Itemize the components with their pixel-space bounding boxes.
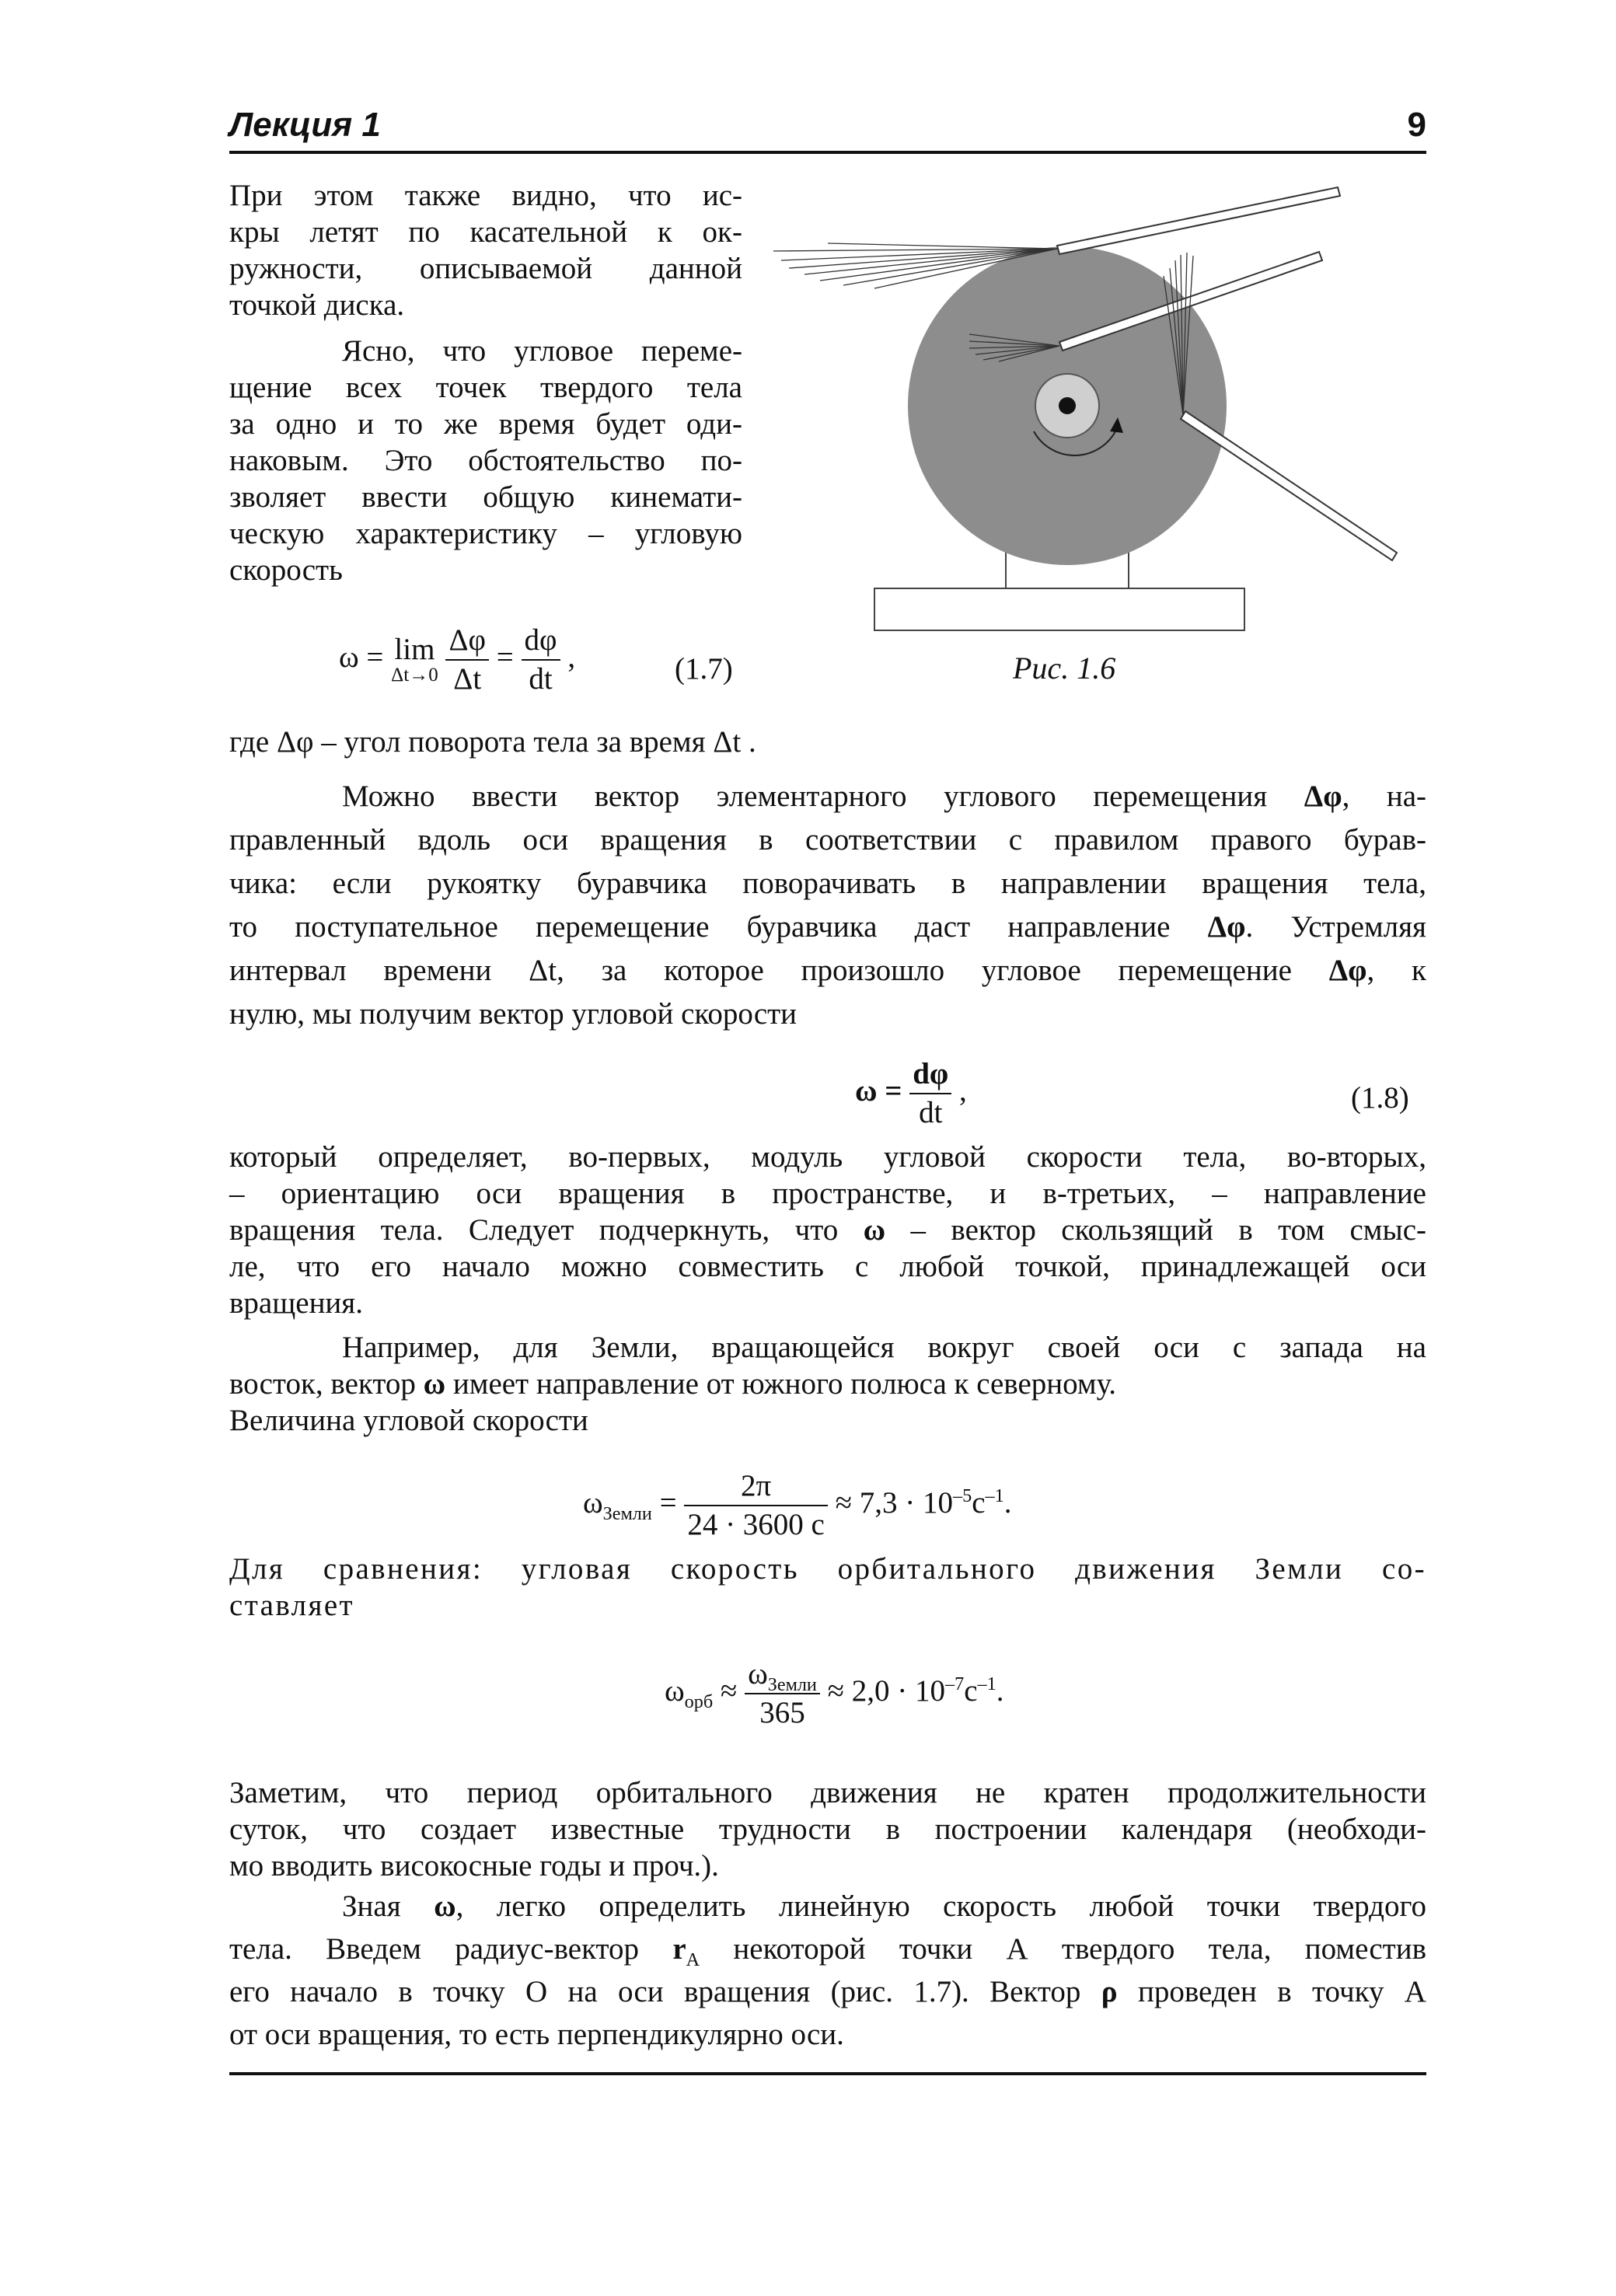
vector-omega: ω (423, 1367, 446, 1401)
limit (391, 634, 438, 686)
fraction-numerator: dφ (522, 622, 560, 661)
axle-dot (1059, 397, 1076, 414)
text-run: Зная (342, 1889, 435, 1923)
eq-lhs: ω = (855, 1073, 902, 1108)
text-run: интервал времени (229, 954, 529, 987)
eq-lhs: ω = (339, 640, 384, 674)
text-line: При этом также видно, что ис- (229, 179, 742, 212)
equation-number-1-7: (1.7) (675, 652, 733, 686)
text-line: точкой диска. (229, 288, 405, 322)
text-line: суток, что создает известные трудности в построении календаря (необходи- (229, 1813, 1426, 1846)
eq-sign: = (659, 1485, 677, 1520)
approx-value: ≈ 2,0 · 10 (827, 1673, 946, 1708)
text-line: Заметим, что период орбитального движения не кратен продолжительности (229, 1776, 1426, 1809)
page-header (229, 106, 1426, 152)
paragraph-vector-displacement (229, 775, 1426, 1036)
approx-sign: ≈ (720, 1673, 738, 1708)
omega-subscript: Земли (767, 1673, 817, 1695)
paragraph-angular-velocity (229, 1139, 1426, 1321)
paragraph-calendar (229, 1774, 1426, 1884)
fraction-derivative (909, 1056, 951, 1132)
lecture-title: Лекция 1 (229, 106, 381, 144)
text-line: за одно и то же время будет оди- (229, 407, 742, 441)
fraction-delta (445, 622, 489, 698)
text-line: вращения. (229, 1286, 363, 1320)
fraction-orbital (745, 1656, 820, 1732)
text-line: где Δφ – угол поворота тела за время Δt . (229, 725, 756, 759)
exponent: –5 (953, 1485, 972, 1506)
lim-text: lim (394, 633, 435, 666)
machine-base (874, 588, 1244, 630)
exponent: –1 (977, 1673, 996, 1694)
vector-delta-phi: Δφ (1207, 910, 1246, 944)
text-line: мо вводить високосные годы и проч.). (229, 1849, 719, 1883)
text-run: имеет направление от южного полюса к северному. (445, 1367, 1116, 1401)
text-line: ческую характеристику – угловую (229, 517, 742, 550)
vector-delta-phi: Δφ (1328, 954, 1367, 987)
paragraph-earth-example (229, 1329, 1426, 1439)
fraction-numerator: dφ (909, 1056, 951, 1094)
text-line: который определяет, во-первых, модуль угловой скорости тела, во-вторых, (229, 1140, 1426, 1174)
text-line: кры летят по касательной к ок- (229, 215, 742, 249)
text-line: зволяет ввести общую кинемати- (229, 480, 742, 514)
eq-tail: . (996, 1673, 1004, 1708)
column-paragraph-1 (229, 177, 742, 323)
text-run: проведен в точку А (1117, 1975, 1426, 2008)
text-line: Для сравнения: угловая скорость орбитального движения Земли со- (229, 1552, 1426, 1586)
symbol-delta-t: Δt (529, 954, 557, 987)
text-run: . Устремляя (1245, 910, 1426, 944)
footer-rule (229, 2072, 1426, 2075)
text-line (229, 905, 1426, 949)
fraction-denominator: 365 (759, 1696, 805, 1729)
text-line: ружности, описываемой данной (229, 252, 742, 285)
where-line (229, 724, 1426, 760)
tool-right (1181, 411, 1397, 560)
eq-tail: , (567, 640, 576, 674)
lim-under: Δt→0 (391, 665, 438, 686)
eq-sign: = (496, 640, 514, 674)
exponent: –7 (945, 1673, 965, 1694)
text-line: правленный вдоль оси вращения в соответствии с правилом правого бурав- (229, 823, 1426, 857)
text-line: наковым. Это обстоятельство по- (229, 444, 742, 477)
text-run: , за которое произошло угловое перемещение (557, 954, 1329, 987)
column-paragraph-2 (229, 333, 742, 588)
fraction-numerator (745, 1656, 820, 1694)
unit: с (972, 1485, 986, 1520)
fraction-derivative (522, 622, 560, 698)
omega-subscript: орб (684, 1691, 714, 1712)
text-line: скорость (229, 553, 343, 587)
text-run: , на- (1342, 780, 1426, 813)
unit: с (964, 1673, 978, 1708)
fraction-denominator: 24 · 3600 с (687, 1508, 825, 1541)
text-run: вращения тела. Следует подчеркнуть, что (229, 1213, 864, 1247)
approx-value: ≈ 7,3 · 10 (835, 1485, 954, 1520)
text-line: ставляет (229, 1589, 354, 1622)
text-run: Можно ввести вектор элементарного углового перемещения (342, 780, 1304, 813)
figure-caption: Рис. 1.6 (1013, 651, 1116, 686)
fraction-denominator: dt (529, 662, 553, 696)
text-line: – ориентацию оси вращения в пространстве, и в-третьих, – направление (229, 1177, 1426, 1210)
text-run: то поступательное перемещение буравчика даст направление (229, 910, 1208, 944)
text-line: от оси вращения, то есть перпендикулярно оси. (229, 2018, 844, 2051)
text-line: чика: если рукоятку буравчика поворачивать в направлении вращения тела, (229, 867, 1426, 900)
header-rule (229, 151, 1426, 154)
paragraph-orbital (229, 1551, 1426, 1624)
vector-omega: ω (434, 1889, 456, 1923)
text-line: нулю, мы получим вектор угловой скорости (229, 997, 798, 1031)
text-line: щение всех точек твердого тела (229, 371, 742, 404)
equation-1-7 (339, 622, 575, 698)
eq-tail: . (1003, 1485, 1012, 1520)
tool-top (1057, 187, 1340, 254)
text-line (229, 1970, 1426, 2013)
text-line: ле, что его начало можно совместить с любой точкой, принадлежащей оси (229, 1250, 1426, 1283)
omega-symbol: ω (583, 1485, 603, 1520)
text-line: Например, для Земли, вращающейся вокруг своей оси с запада на (342, 1331, 1426, 1364)
fraction-denominator: dt (919, 1096, 943, 1129)
text-run: , легко определить линейную скорость любой точки твердого (455, 1889, 1426, 1923)
fraction-denominator: Δt (453, 662, 482, 696)
text-run: , к (1366, 954, 1426, 987)
omega-subscript: Земли (602, 1502, 652, 1524)
eq-tail: , (959, 1073, 967, 1108)
text-line (229, 1366, 1426, 1402)
omega-symbol: ω (665, 1673, 685, 1708)
text-run: восток, вектор (229, 1367, 424, 1401)
page-number: 9 (1407, 106, 1426, 144)
equation-earth-omega (583, 1467, 1011, 1544)
fraction-numerator: Δφ (445, 622, 489, 661)
text-line (229, 775, 1426, 818)
text-run: тела. Введем радиус-вектор (229, 1932, 673, 1966)
equation-1-8 (855, 1056, 967, 1132)
text-line (229, 1885, 1426, 1928)
text-line: Ясно, что угловое переме- (342, 334, 742, 368)
text-line (229, 1928, 1426, 1970)
text-run: некоторой точки А твердого тела, поместив (700, 1932, 1426, 1966)
paragraph-linear-velocity (229, 1885, 1426, 2056)
text-run: – вектор скользящий в том смыс- (885, 1213, 1426, 1247)
omega-symbol: ω (748, 1657, 768, 1691)
vector-r-subscript: A (686, 1949, 700, 1970)
vector-omega: ω (863, 1213, 886, 1247)
exponent: –1 (985, 1485, 1004, 1506)
vector-rho: ρ (1101, 1975, 1118, 2008)
equation-orbital-omega (665, 1656, 1003, 1732)
vector-delta-phi: Δφ (1304, 780, 1342, 813)
vector-r: r (672, 1932, 686, 1966)
equation-number-1-8: (1.8) (1351, 1081, 1409, 1115)
text-line (229, 1212, 1426, 1248)
text-line: Величина угловой скорости (229, 1404, 588, 1437)
text-run: его начало в точку О на оси вращения (рис. 1.7). Вектор (229, 1975, 1101, 2008)
figure-1-6 (766, 175, 1442, 657)
fraction-numerator: 2π (684, 1467, 828, 1506)
fraction-earth (684, 1467, 828, 1544)
text-line (229, 949, 1426, 993)
